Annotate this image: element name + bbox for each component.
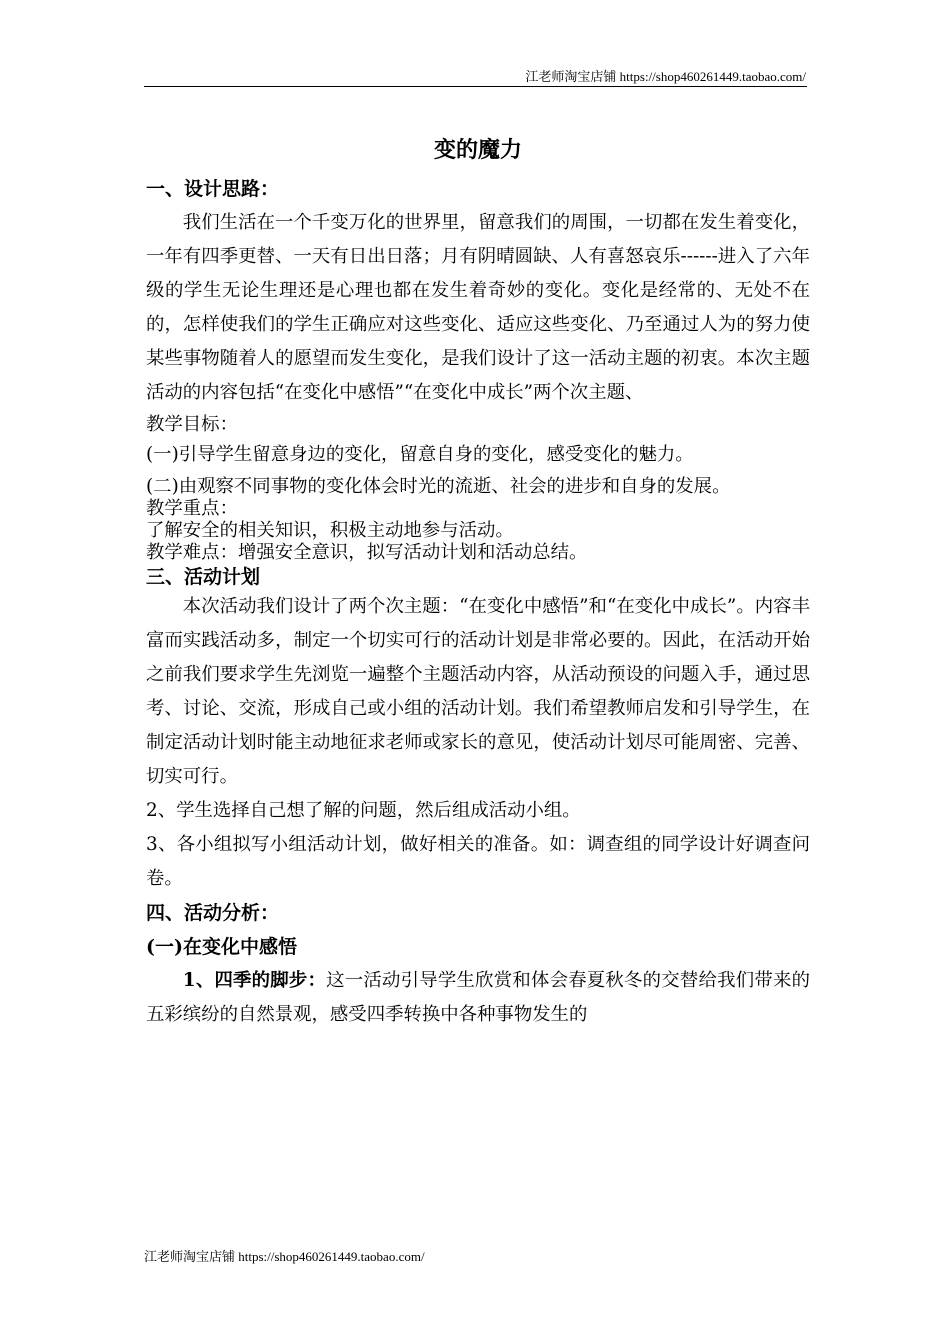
key-points-label: 教学重点： — [146, 498, 238, 519]
goal-item-1: (一)引导学生留意身边的变化，留意自身的变化，感受变化的魅力。 — [146, 444, 694, 465]
page-header: 江老师淘宝店铺 https://shop460261449.taobao.com/ — [525, 69, 806, 84]
section-heading-plan: 三、活动计划 — [146, 566, 261, 588]
section-heading-analysis: 四、活动分析： — [146, 902, 280, 924]
goals-label: 教学目标： — [146, 414, 238, 435]
design-paragraph: 我们生活在一个千变万化的世界里，留意我们的周围，一切都在发生着变化，一年有四季更替、一天有日出日落；月有阴晴圆缺、人有喜怒哀乐------进入了六年级的学生无论生理还是心理也都在发生着奇妙的变化。变化是经常的、无处不在的，怎样使我们的学生正确应对这些变化、适应这些变化、乃至通过人为的努力使某些事物随着人的愿望而发生变化，是我们设计了这一活动主题的初衷。本次主题活动的内容包括“在变化中感悟”“在变化中成长”两个次主题、 — [146, 212, 810, 403]
analysis-item-1-title: 1、四季的脚步： — [182, 970, 327, 991]
plan-item-3: 3、各小组拟写小组活动计划，做好相关的准备。如：调查组的同学设计好调查问卷。 — [146, 834, 810, 889]
difficulty-text: 教学难点：增强安全意识，拟写活动计划和活动总结。 — [146, 542, 588, 563]
document-body — [146, 128, 810, 1032]
analysis-item-1 — [146, 964, 810, 1032]
page-footer: 江老师淘宝店铺 https://shop460261449.taobao.com/ — [144, 1249, 425, 1264]
key-points-text: 了解安全的相关知识，积极主动地参与活动。 — [146, 520, 514, 541]
plan-paragraph: 本次活动我们设计了两个次主题：“在变化中感悟”和“在变化中成长”。内容丰富而实践活动多，制定一个切实可行的活动计划是非常必要的。因此，在活动开始之前我们要求学生先浏览一遍整个主题活动内容，从活动预设的问题入手，通过思考、讨论、交流，形成自己或小组的活动计划。我们希望教师启发和引导学生，在制定活动计划时能主动地征求老师或家长的意见，使活动计划尽可能周密、完善、切实可行。 — [146, 596, 810, 787]
subsection-heading-1: (一)在变化中感悟 — [146, 936, 297, 958]
goal-item-2: (二)由观察不同事物的变化体会时光的流逝、社会的进步和自身的发展。 — [146, 476, 731, 497]
section-heading-design: 一、设计思路： — [146, 178, 280, 200]
document-title: 变的魔力 — [433, 137, 522, 163]
analysis-item-1-text: 这一活动引导学生欣赏和体会春夏秋冬的交替给我们带来的五彩缤纷的自然景观，感受四季转换中各种事物发生的 — [146, 970, 810, 1025]
header-rule — [144, 86, 807, 87]
plan-item-2: 2、学生选择自己想了解的问题，然后组成活动小组。 — [146, 800, 581, 821]
